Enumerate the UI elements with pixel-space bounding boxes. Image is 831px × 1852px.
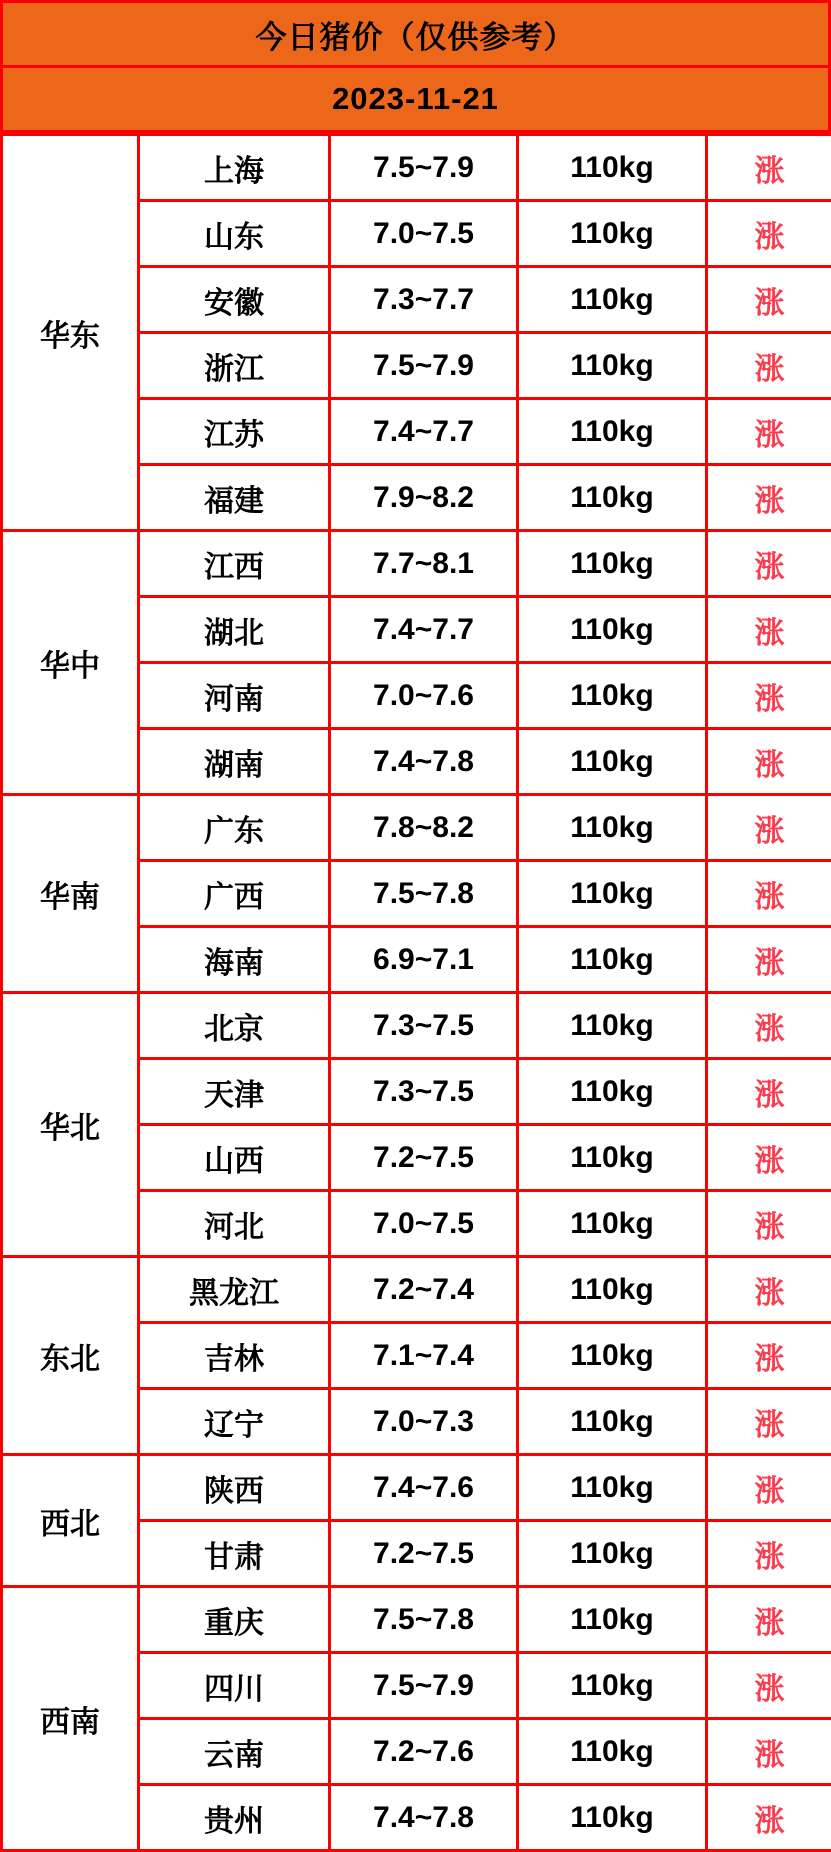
weight-cell: 110kg bbox=[518, 729, 707, 795]
trend-cell: 涨 bbox=[707, 1521, 831, 1587]
weight-cell: 110kg bbox=[518, 399, 707, 465]
weight-cell: 110kg bbox=[518, 1719, 707, 1785]
trend-cell: 涨 bbox=[707, 1653, 831, 1719]
region-cell: 华中 bbox=[2, 531, 139, 795]
province-cell: 吉林 bbox=[139, 1323, 330, 1389]
province-cell: 甘肃 bbox=[139, 1521, 330, 1587]
province-cell: 广西 bbox=[139, 861, 330, 927]
province-cell: 河北 bbox=[139, 1191, 330, 1257]
price-cell: 7.3~7.5 bbox=[330, 1059, 518, 1125]
price-cell: 7.2~7.5 bbox=[330, 1125, 518, 1191]
weight-cell: 110kg bbox=[518, 663, 707, 729]
trend-cell: 涨 bbox=[707, 1059, 831, 1125]
table-row bbox=[2, 1455, 831, 1521]
price-cell: 7.2~7.4 bbox=[330, 1257, 518, 1323]
price-cell: 7.9~8.2 bbox=[330, 465, 518, 531]
price-cell: 7.8~8.2 bbox=[330, 795, 518, 861]
province-cell: 河南 bbox=[139, 663, 330, 729]
province-cell: 贵州 bbox=[139, 1785, 330, 1851]
province-cell: 福建 bbox=[139, 465, 330, 531]
province-cell: 湖北 bbox=[139, 597, 330, 663]
price-cell: 7.7~8.1 bbox=[330, 531, 518, 597]
trend-cell: 涨 bbox=[707, 1125, 831, 1191]
province-cell: 天津 bbox=[139, 1059, 330, 1125]
trend-cell: 涨 bbox=[707, 1785, 831, 1851]
trend-cell: 涨 bbox=[707, 1719, 831, 1785]
weight-cell: 110kg bbox=[518, 267, 707, 333]
weight-cell: 110kg bbox=[518, 795, 707, 861]
weight-cell: 110kg bbox=[518, 993, 707, 1059]
weight-cell: 110kg bbox=[518, 1653, 707, 1719]
weight-cell: 110kg bbox=[518, 1257, 707, 1323]
trend-cell: 涨 bbox=[707, 729, 831, 795]
province-cell: 湖南 bbox=[139, 729, 330, 795]
province-cell: 江西 bbox=[139, 531, 330, 597]
price-cell: 7.3~7.5 bbox=[330, 993, 518, 1059]
trend-cell: 涨 bbox=[707, 135, 831, 201]
province-cell: 云南 bbox=[139, 1719, 330, 1785]
table-row bbox=[2, 531, 831, 597]
price-cell: 7.2~7.5 bbox=[330, 1521, 518, 1587]
trend-cell: 涨 bbox=[707, 465, 831, 531]
date-label: 2023-11-21 bbox=[332, 81, 499, 117]
province-cell: 海南 bbox=[139, 927, 330, 993]
weight-cell: 110kg bbox=[518, 531, 707, 597]
price-cell: 7.0~7.6 bbox=[330, 663, 518, 729]
weight-cell: 110kg bbox=[518, 1521, 707, 1587]
trend-cell: 涨 bbox=[707, 1389, 831, 1455]
price-cell: 7.5~7.9 bbox=[330, 333, 518, 399]
region-cell: 西南 bbox=[2, 1587, 139, 1851]
price-cell: 7.4~7.8 bbox=[330, 729, 518, 795]
trend-cell: 涨 bbox=[707, 267, 831, 333]
price-cell: 7.0~7.5 bbox=[330, 201, 518, 267]
price-cell: 7.4~7.8 bbox=[330, 1785, 518, 1851]
trend-cell: 涨 bbox=[707, 1323, 831, 1389]
weight-cell: 110kg bbox=[518, 1785, 707, 1851]
province-cell: 上海 bbox=[139, 135, 330, 201]
price-cell: 7.5~7.8 bbox=[330, 861, 518, 927]
province-cell: 山西 bbox=[139, 1125, 330, 1191]
weight-cell: 110kg bbox=[518, 135, 707, 201]
province-cell: 北京 bbox=[139, 993, 330, 1059]
region-cell: 西北 bbox=[2, 1455, 139, 1587]
weight-cell: 110kg bbox=[518, 201, 707, 267]
trend-cell: 涨 bbox=[707, 1587, 831, 1653]
weight-cell: 110kg bbox=[518, 597, 707, 663]
trend-cell: 涨 bbox=[707, 861, 831, 927]
region-cell: 华东 bbox=[2, 135, 139, 531]
price-cell: 6.9~7.1 bbox=[330, 927, 518, 993]
province-cell: 辽宁 bbox=[139, 1389, 330, 1455]
province-cell: 安徽 bbox=[139, 267, 330, 333]
weight-cell: 110kg bbox=[518, 1587, 707, 1653]
table-row bbox=[2, 1587, 831, 1653]
trend-cell: 涨 bbox=[707, 1257, 831, 1323]
title-bar bbox=[0, 0, 831, 68]
page-title: 今日猪价（仅供参考） bbox=[256, 12, 576, 57]
weight-cell: 110kg bbox=[518, 861, 707, 927]
trend-cell: 涨 bbox=[707, 1455, 831, 1521]
trend-cell: 涨 bbox=[707, 201, 831, 267]
price-cell: 7.4~7.7 bbox=[330, 399, 518, 465]
trend-cell: 涨 bbox=[707, 795, 831, 861]
province-cell: 四川 bbox=[139, 1653, 330, 1719]
price-cell: 7.0~7.3 bbox=[330, 1389, 518, 1455]
table-row bbox=[2, 1257, 831, 1323]
province-cell: 江苏 bbox=[139, 399, 330, 465]
trend-cell: 涨 bbox=[707, 993, 831, 1059]
price-cell: 7.5~7.9 bbox=[330, 135, 518, 201]
trend-cell: 涨 bbox=[707, 1191, 831, 1257]
price-cell: 7.2~7.6 bbox=[330, 1719, 518, 1785]
weight-cell: 110kg bbox=[518, 1059, 707, 1125]
date-bar bbox=[0, 68, 831, 133]
price-cell: 7.5~7.8 bbox=[330, 1587, 518, 1653]
province-cell: 浙江 bbox=[139, 333, 330, 399]
trend-cell: 涨 bbox=[707, 399, 831, 465]
table-row bbox=[2, 993, 831, 1059]
trend-cell: 涨 bbox=[707, 663, 831, 729]
trend-cell: 涨 bbox=[707, 333, 831, 399]
trend-cell: 涨 bbox=[707, 597, 831, 663]
region-cell: 华北 bbox=[2, 993, 139, 1257]
price-cell: 7.5~7.9 bbox=[330, 1653, 518, 1719]
weight-cell: 110kg bbox=[518, 1389, 707, 1455]
trend-cell: 涨 bbox=[707, 531, 831, 597]
weight-cell: 110kg bbox=[518, 1125, 707, 1191]
weight-cell: 110kg bbox=[518, 1191, 707, 1257]
price-table-body bbox=[2, 135, 831, 1851]
table-row bbox=[2, 135, 831, 201]
weight-cell: 110kg bbox=[518, 465, 707, 531]
province-cell: 重庆 bbox=[139, 1587, 330, 1653]
weight-cell: 110kg bbox=[518, 1455, 707, 1521]
weight-cell: 110kg bbox=[518, 333, 707, 399]
price-cell: 7.3~7.7 bbox=[330, 267, 518, 333]
price-cell: 7.4~7.7 bbox=[330, 597, 518, 663]
region-cell: 东北 bbox=[2, 1257, 139, 1455]
price-cell: 7.0~7.5 bbox=[330, 1191, 518, 1257]
trend-cell: 涨 bbox=[707, 927, 831, 993]
province-cell: 陕西 bbox=[139, 1455, 330, 1521]
region-cell: 华南 bbox=[2, 795, 139, 993]
price-cell: 7.4~7.6 bbox=[330, 1455, 518, 1521]
weight-cell: 110kg bbox=[518, 927, 707, 993]
price-table bbox=[0, 133, 831, 1852]
province-cell: 黑龙江 bbox=[139, 1257, 330, 1323]
price-cell: 7.1~7.4 bbox=[330, 1323, 518, 1389]
province-cell: 广东 bbox=[139, 795, 330, 861]
province-cell: 山东 bbox=[139, 201, 330, 267]
table-row bbox=[2, 795, 831, 861]
weight-cell: 110kg bbox=[518, 1323, 707, 1389]
